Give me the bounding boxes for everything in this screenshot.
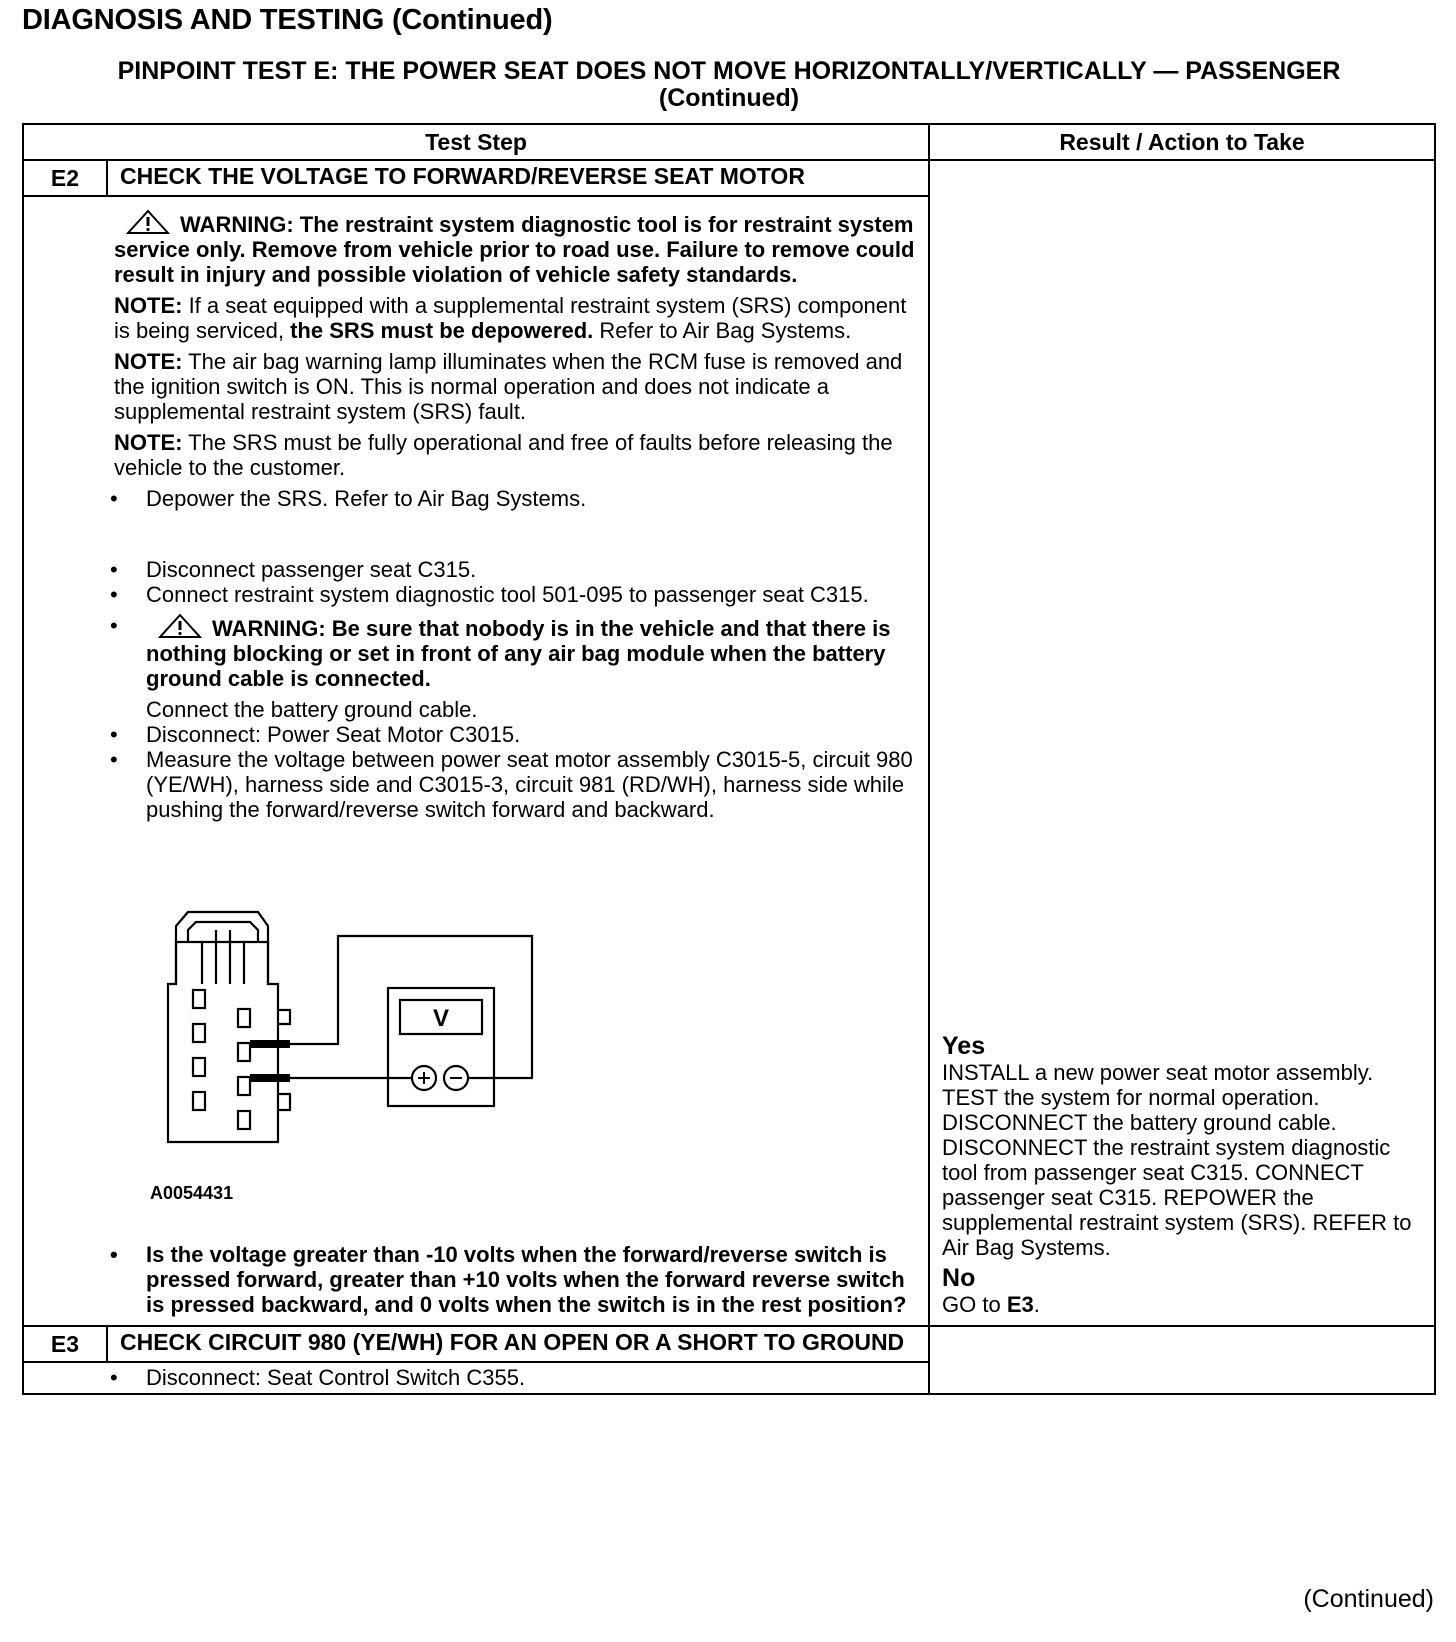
- bullet-disconnect-motor: • Disconnect: Power Seat Motor C3015.: [108, 722, 916, 747]
- bullet-disconnect-seat: • Disconnect passenger seat C315.: [108, 557, 916, 582]
- connector-pin: [193, 990, 205, 1008]
- connector-pin: [238, 1077, 250, 1095]
- pinpoint-test-table: [22, 123, 1436, 1395]
- bullet-connect-tool: • Connect restraint system diagnostic tool 501-095 to passenger seat C315.: [108, 582, 916, 607]
- bullet-disconnect-switch: • Disconnect: Seat Control Switch C355.: [108, 1365, 916, 1390]
- bullet-question: • Is the voltage greater than -10 volts when the forward/reverse switch is pressed forward, greater than +10 volts when the forward reverse switch is pressed backward, and 0 volts when the switch is in the rest position?: [108, 1242, 916, 1317]
- header-result-action: Result / Action to Take: [929, 124, 1435, 160]
- note-text: The SRS must be fully operational and free of faults before releasing the vehicle to the customer.: [114, 430, 893, 480]
- section-title: DIAGNOSIS AND TESTING (Continued): [22, 4, 553, 36]
- step-bullets-e3: [108, 1365, 916, 1390]
- connector-pin: [238, 1111, 250, 1129]
- connector-pin: [238, 1043, 250, 1061]
- table-header-row: [23, 124, 1435, 160]
- connector-pin: [193, 1024, 205, 1042]
- step-body-e3: [23, 1362, 929, 1394]
- connector-voltmeter-diagram: [150, 906, 550, 1151]
- note-label: NOTE:: [114, 430, 183, 455]
- no-action-text: [942, 1292, 1422, 1317]
- step-title-e3: CHECK CIRCUIT 980 (YE/WH) FOR AN OPEN OR A SHORT TO GROUND: [107, 1326, 929, 1362]
- step-bullets-3: [108, 1242, 916, 1317]
- result-cell-e2: [929, 160, 1435, 1326]
- step-bullets-2: [108, 557, 916, 822]
- step-e2-header-row: [23, 160, 1435, 196]
- bullet-warning-battery: [108, 613, 916, 722]
- connector-diagram-svg: [150, 906, 550, 1146]
- warning-text-1: WARNING: The restraint system diagnostic tool is for restraint system service only. Remove from vehicle prior to road use. Failure to remove could result in injury and possible violation of vehicle safety standards.: [114, 212, 915, 287]
- step-body-e2: [23, 196, 929, 1326]
- warning-triangle-icon: [158, 613, 202, 639]
- header-test-step: Test Step: [23, 124, 929, 160]
- connector-body: [168, 912, 278, 1142]
- connector-pin: [238, 1009, 250, 1027]
- note-bold-text: the SRS must be depowered.: [290, 318, 594, 343]
- pinpoint-test-title: [22, 58, 1436, 112]
- note-tail-text: Refer to Air Bag Systems.: [593, 318, 852, 343]
- note-warning-lamp: [114, 349, 916, 424]
- figure-id: A0054431: [150, 1183, 234, 1203]
- step-e3-header-row: [23, 1326, 1435, 1362]
- step-bullets-1: [108, 486, 916, 511]
- note-depower: [114, 293, 916, 343]
- continued-footer: (Continued): [1303, 1585, 1434, 1613]
- note-label: NOTE:: [114, 293, 183, 318]
- step-title-e2: CHECK THE VOLTAGE TO FORWARD/REVERSE SEAT MOTOR: [107, 160, 929, 196]
- note-label: NOTE:: [114, 349, 183, 374]
- step-id-e2: E2: [23, 160, 107, 196]
- note-srs-operational: [114, 430, 916, 480]
- test-title-continued: (Continued): [658, 84, 800, 112]
- connect-battery-text: Connect the battery ground cable.: [146, 697, 478, 722]
- no-label: No: [942, 1264, 976, 1292]
- note-text: The air bag warning lamp illuminates when the RCM fuse is removed and the ignition switch is ON. This is normal operation and does not indicate a supplemental restraint system (SRS) fault.: [114, 349, 903, 424]
- warning-battery: [146, 613, 916, 691]
- note-text: If a seat equipped with a supplemental restraint system (SRS) component is being serviced,: [114, 293, 907, 343]
- warning-text-2: WARNING: Be sure that nobody is in the vehicle and that there is nothing blocking or set in front of any air bag module when the battery ground cable is connected.: [146, 616, 891, 691]
- bullet-depower-srs: • Depower the SRS. Refer to Air Bag Systems.: [108, 486, 916, 511]
- no-action-prefix: GO to: [942, 1292, 1007, 1317]
- bullet-measure-voltage: • Measure the voltage between power seat motor assembly C3015-5, circuit 980 (YE/WH), harness side and C3015-3, circuit 981 (RD/WH), harness side while pushing the forward/reverse switch forward and backward.: [108, 747, 916, 822]
- no-action-target: E3: [1006, 1292, 1034, 1317]
- yes-label: Yes: [942, 1032, 986, 1060]
- warning-restraint-tool: [114, 209, 916, 287]
- connector-pin: [193, 1058, 205, 1076]
- test-title-line: PINPOINT TEST E: THE POWER SEAT DOES NOT MOVE HORIZONTALLY/VERTICALLY — PASSENGER: [117, 57, 1341, 85]
- result-cell-e3: [929, 1326, 1435, 1394]
- no-action-end: .: [1033, 1292, 1040, 1317]
- yes-action-text: INSTALL a new power seat motor assembly. TEST the system for normal operation. DISCONNECT the battery ground cable. DISCONNECT the restraint system diagnostic tool from passenger seat C315. CONNECT passenger seat C315. REPOWER the supplemental restraint system (SRS). REFER to Air Bag Systems.: [942, 1060, 1412, 1260]
- voltmeter-label: V: [432, 1005, 450, 1032]
- result-e2: [942, 1032, 1422, 1317]
- test-lead-negative: [290, 936, 532, 1078]
- warning-triangle-icon: [126, 209, 170, 235]
- step-id-e3: E3: [23, 1326, 107, 1362]
- connector-pin: [193, 1092, 205, 1110]
